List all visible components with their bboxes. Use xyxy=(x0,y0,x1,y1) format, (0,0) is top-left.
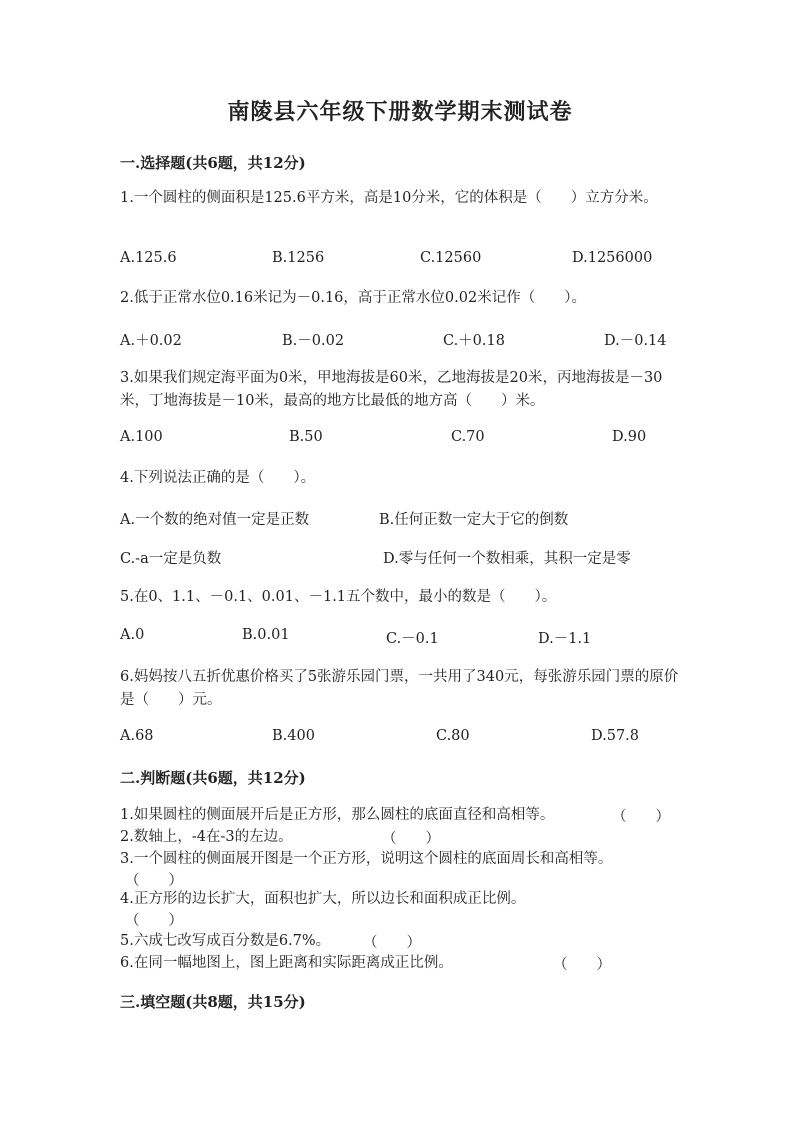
judge-paren-5: （ ） xyxy=(363,935,421,951)
exam-title: 南陵县六年级下册数学期末测试卷 xyxy=(227,99,573,125)
question-5: 5.在0、1.1、－0.1、0.01、－1.1五个数中，最小的数是（ ）。 xyxy=(120,589,557,605)
option-5a: A.0 xyxy=(120,627,145,643)
option-6a: A.68 xyxy=(120,728,154,744)
option-3c: C.70 xyxy=(451,429,485,445)
section-heading-judgement: 二.判断题(共6题，共12分) xyxy=(120,769,306,787)
option-6b: B.400 xyxy=(272,728,315,744)
option-2d: D.－0.14 xyxy=(604,333,667,349)
option-1c: C.12560 xyxy=(420,250,482,266)
option-4a: A.一个数的绝对值一定是正数 xyxy=(120,512,310,528)
section-heading-fill: 三.填空题(共8题，共15分) xyxy=(120,993,306,1011)
option-4b: B.任何正数一定大于它的倒数 xyxy=(379,512,569,528)
judge-item-3: 3.一个圆柱的侧面展开图是一个正方形，说明这个圆柱的底面周长和高相等。 xyxy=(120,851,613,867)
judge-paren-6: （ ） xyxy=(553,957,611,973)
option-1b: B.1256 xyxy=(272,250,325,266)
option-5d: D.－1.1 xyxy=(538,631,592,647)
option-1a: A.125.6 xyxy=(120,250,177,266)
question-4: 4.下列说法正确的是（ ）。 xyxy=(120,470,316,486)
question-2: 2.低于正常水位0.16米记为－0.16，高于正常水位0.02米记作（ ）。 xyxy=(120,290,586,306)
option-6c: C.80 xyxy=(436,728,470,744)
section-heading-choice: 一.选择题(共6题，共12分) xyxy=(120,154,306,172)
option-3b: B.50 xyxy=(289,429,323,445)
question-6: 6.妈妈按八五折优惠价格买了5张游乐园门票，一共用了340元，每张游乐园门票的原价是（ ）元。 xyxy=(120,669,679,708)
option-4c: C.-a一定是负数 xyxy=(120,551,222,567)
option-1d: D.1256000 xyxy=(572,250,653,266)
option-2c: C.＋0.18 xyxy=(443,333,505,349)
judge-paren-2: （ ） xyxy=(382,831,440,847)
judge-item-6: 6.在同一幅地图上，图上距离和实际距离成正比例。 xyxy=(120,955,453,971)
judge-item-4: 4.正方形的边长扩大，面积也扩大，所以边长和面积成正比例。 xyxy=(120,891,526,907)
option-5b: B.0.01 xyxy=(242,627,290,643)
judge-item-2: 2.数轴上，-4在-3的左边。 xyxy=(120,829,293,845)
option-3a: A.100 xyxy=(120,429,163,445)
judge-item-1: 1.如果圆柱的侧面展开后是正方形，那么圆柱的底面直径和高相等。 xyxy=(120,807,555,823)
judge-paren-3: （ ） xyxy=(125,873,183,889)
option-6d: D.57.8 xyxy=(591,728,640,744)
option-2a: A.＋0.02 xyxy=(120,333,182,349)
option-4d: D.零与任何一个数相乘，其积一定是零 xyxy=(383,551,631,567)
option-2b: B.－0.02 xyxy=(282,333,345,349)
judge-item-5: 5.六成七改写成百分数是6.7%。 xyxy=(120,933,331,949)
question-1: 1.一个圆柱的侧面积是125.6平方米，高是10分米，它的体积是（ ）立方分米。 xyxy=(120,190,658,206)
option-5c: C.－0.1 xyxy=(386,631,439,647)
option-3d: D.90 xyxy=(612,429,647,445)
question-3: 3.如果我们规定海平面为0米，甲地海拔是60米，乙地海拔是20米，丙地海拔是－30米，丁地海拔是－10米，最高的地方比最低的地方高（ ）米。 xyxy=(120,370,663,409)
judge-paren-4: （ ） xyxy=(125,913,183,929)
judge-paren-1: （ ） xyxy=(612,809,670,825)
